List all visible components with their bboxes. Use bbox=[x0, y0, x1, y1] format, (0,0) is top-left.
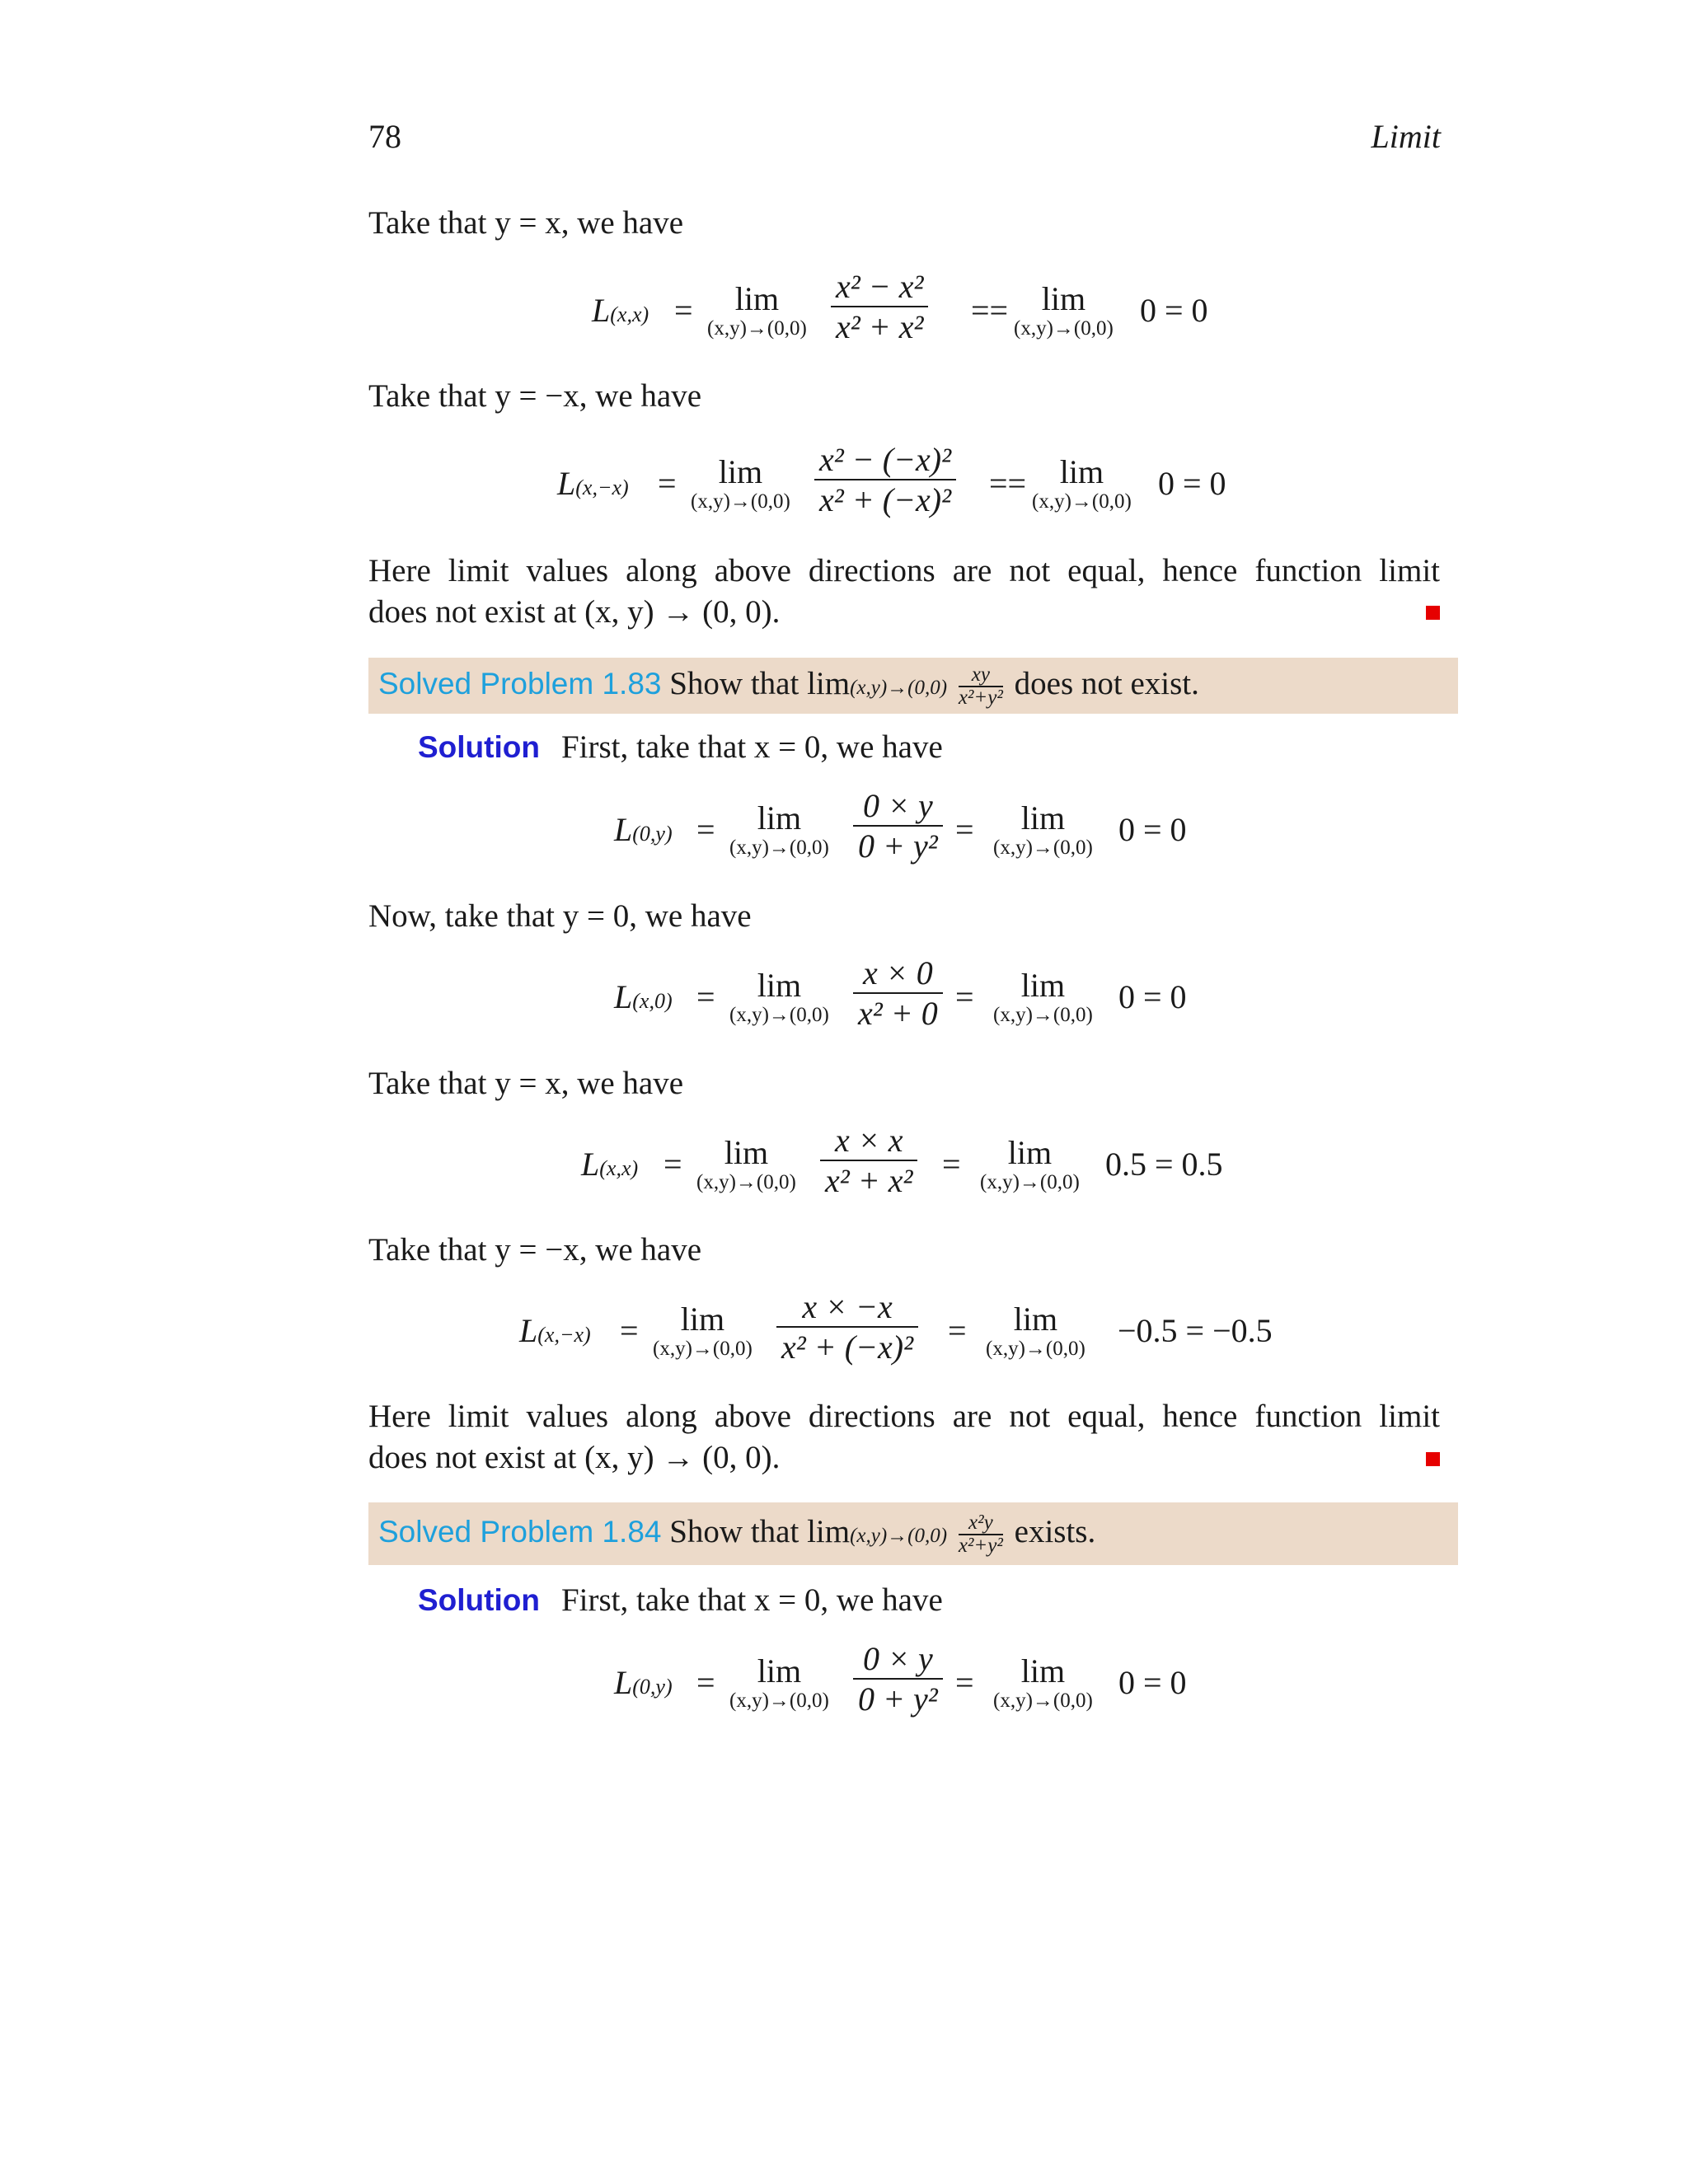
equation-limit-along-0-y: L(0,y) = lim (x,y)→(0,0) $\frac{0 \times y}{\text{0 + y²}}$ = lim (x,y)→(0,0) 0 = 0 bbox=[614, 787, 1187, 865]
qed-mark bbox=[1426, 1452, 1440, 1466]
intro-y-equals-x-2: Take that y = x, we have bbox=[368, 1066, 684, 1101]
intro-y-equals-neg-x: Take that y = −x, we have bbox=[368, 378, 702, 414]
solution-1-84-intro: Solution First, take that x = 0, we have bbox=[418, 1582, 943, 1618]
equation-limit-along-0-y-2: L(0,y) = lim (x,y)→(0,0) $\frac{0 \times y}{\text{0 + y²}}$ = lim (x,y)→(0,0) 0 = 0 bbox=[614, 1640, 1187, 1718]
page-number: 78 bbox=[368, 118, 401, 155]
intro-y-equals-x: Take that y = x, we have bbox=[368, 205, 684, 241]
running-header bbox=[368, 117, 1441, 158]
problem-banner-1-84: Solved Problem 1.84 Show that lim(x,y)→(0,0) $\frac{\text{x²y}}{\text{x²+y²}}$ exists. bbox=[368, 1502, 1458, 1565]
intro-y-equals-neg-x-2: Take that y = −x, we have bbox=[368, 1232, 702, 1268]
equation-limit-along-x-0: L(x,0) = lim (x,y)→(0,0) $\frac{x \times 0}{\text{x² + 0}}$ = lim (x,y)→(0,0) 0 = 0 bbox=[614, 954, 1187, 1032]
solution-label: Solution bbox=[418, 1583, 540, 1617]
qed-mark bbox=[1426, 606, 1440, 620]
equation-limit-along-x-neg-x-2: L(x,−x) = lim (x,y)→(0,0) $\frac{x \times -x}{\text{x² + (−x)²}}$ = lim (x,y)→(0,0) −0.5 = −0.5 bbox=[519, 1288, 1273, 1366]
problem-tag: Solved Problem 1.83 bbox=[378, 666, 662, 701]
chapter-title: Limit bbox=[1371, 118, 1441, 155]
problem-banner-1-83: Solved Problem 1.83 Show that lim(x,y)→(0,0) $\frac{xy}{\text{x²+y²}}$ does not exist. bbox=[368, 658, 1458, 714]
equation-limit-along-x-neg-x: L(x,−x) = lim (x,y)→(0,0) $\frac{\text{x² − (−x)²}}{\text{x² + (−x)²}}$ == lim (x,y)→(0,0) 0 = 0 bbox=[557, 441, 1226, 518]
conclusion-part1: Here limit values along above directions are not equal, hence function limit does not exist at (x, y) → (0, 0). bbox=[368, 553, 1440, 630]
problem-tag: Solved Problem 1.84 bbox=[378, 1514, 662, 1549]
solution-label: Solution bbox=[418, 730, 540, 764]
intro-y-equals-0: Now, take that y = 0, we have bbox=[368, 898, 752, 934]
conclusion-1-83: Here limit values along above directions are not equal, hence function limit does not exist at (x, y) → (0, 0). bbox=[368, 1399, 1440, 1475]
equation-limit-along-x-x-2: L(x,x) = lim (x,y)→(0,0) $\frac{x \times x}{\text{x² + x²}}$ = lim (x,y)→(0,0) 0.5 = 0.5 bbox=[581, 1122, 1223, 1199]
equation-limit-along-x-x: L(x,x) = lim (x,y)→(0,0) $\frac{\text{x² − x²}}{\text{x² + x²}}$ == lim (x,y)→(0,0) 0 = 0 bbox=[592, 268, 1208, 345]
solution-1-83-intro: Solution First, take that x = 0, we have bbox=[418, 729, 943, 765]
